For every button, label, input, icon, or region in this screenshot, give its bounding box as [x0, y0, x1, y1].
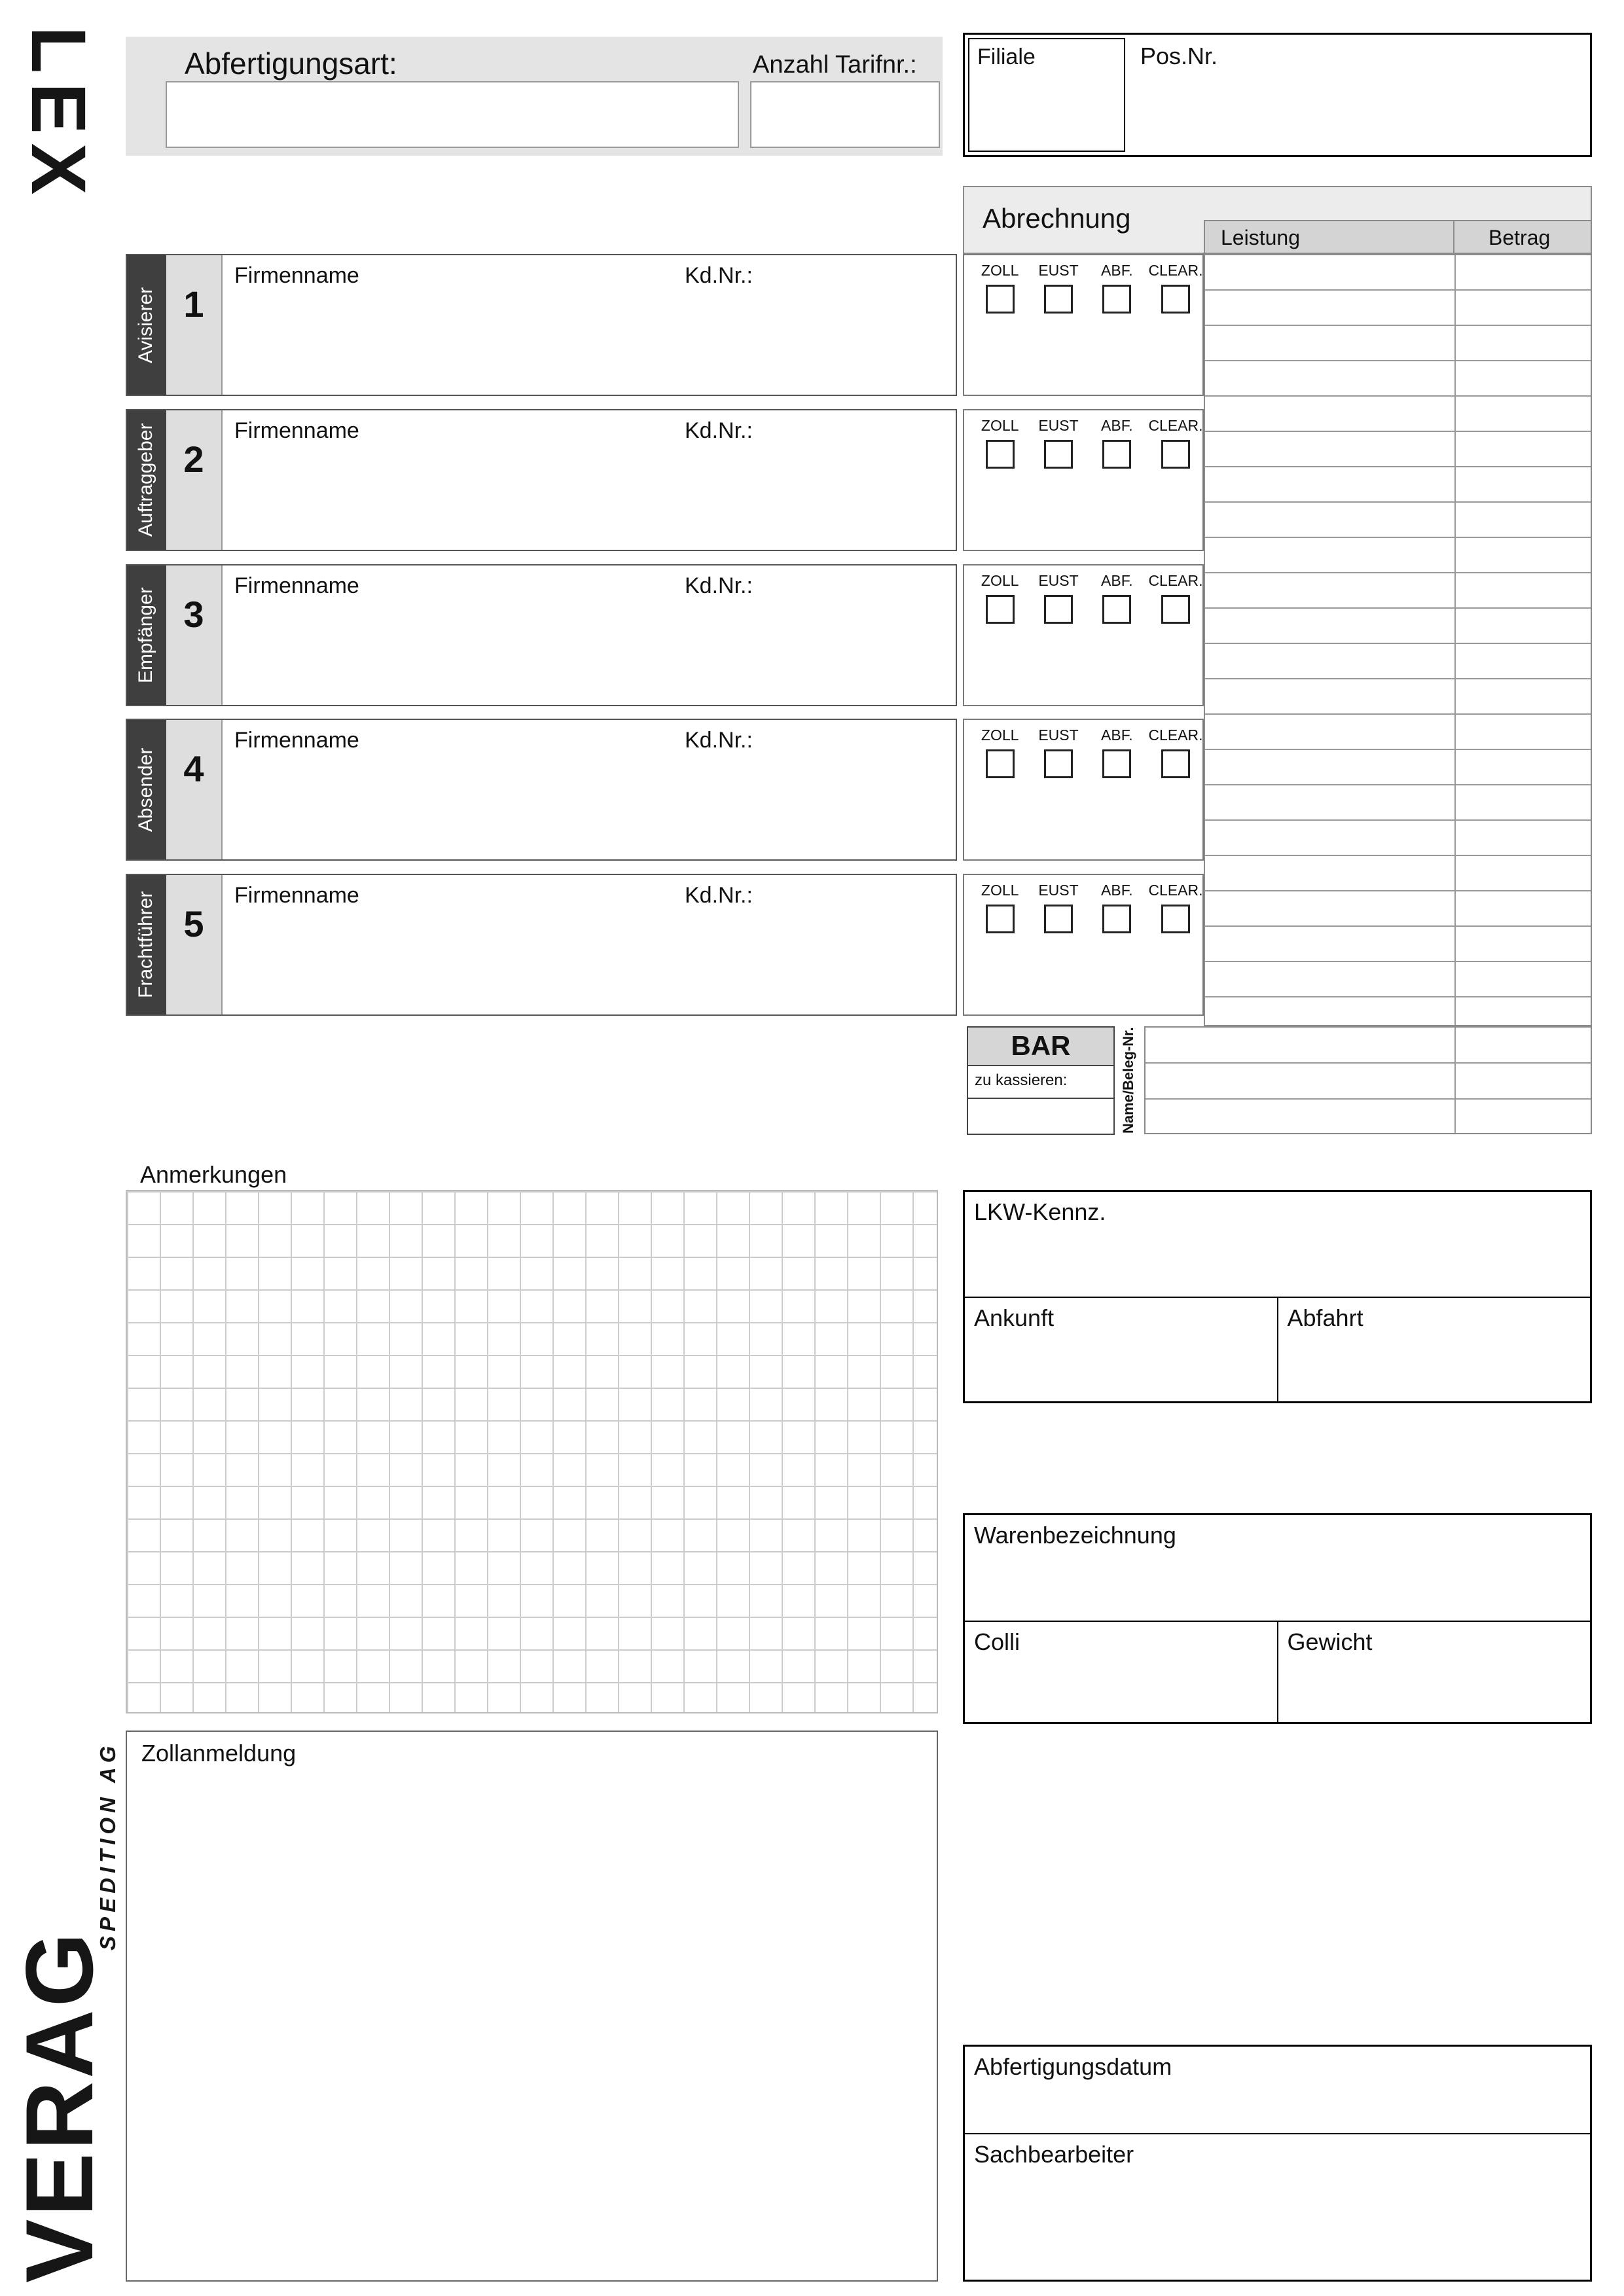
- kdnr-label: Kd.Nr.:: [685, 573, 753, 598]
- party-number: 2: [166, 410, 223, 550]
- ankunft-label: Ankunft: [974, 1304, 1055, 1331]
- bar-amount-field[interactable]: [967, 1098, 1115, 1135]
- abfertigungsart-label: Abfertigungsart:: [185, 46, 397, 81]
- leistung-betrag-divider: [1454, 255, 1456, 1025]
- party-company-field[interactable]: [223, 720, 956, 859]
- colli-label: Colli: [974, 1628, 1020, 1655]
- leistung-column-header: Leistung: [1204, 220, 1454, 254]
- zoll-label: ZOLL: [981, 572, 1019, 589]
- clear-label: CLEAR.: [1148, 726, 1203, 744]
- ankunft-field[interactable]: [965, 1298, 1277, 1401]
- party-section-absender: [126, 719, 957, 861]
- anmerkungen-label: Anmerkungen: [140, 1161, 287, 1188]
- abfertigungsart-field[interactable]: [166, 81, 739, 148]
- abrechnung-checkboxes-5: [963, 874, 1204, 1016]
- kdnr-label: Kd.Nr.:: [685, 263, 753, 288]
- kdnr-label: Kd.Nr.:: [685, 418, 753, 443]
- abfahrt-label: Abfahrt: [1287, 1304, 1363, 1331]
- brand-verag-logo: VERAG: [6, 1929, 113, 2283]
- eust-checkbox[interactable]: [1044, 285, 1073, 314]
- anmerkungen-grid-field[interactable]: [126, 1190, 938, 1713]
- zoll-checkbox[interactable]: [986, 440, 1015, 469]
- zoll-label: ZOLL: [981, 262, 1019, 279]
- warenbezeichnung-box: [963, 1513, 1592, 1724]
- party-section-avisierer: [126, 254, 957, 396]
- party-role-label: Empfänger: [127, 565, 166, 705]
- filiale-posnr-box: [963, 33, 1592, 157]
- gewicht-label: Gewicht: [1287, 1628, 1373, 1655]
- party-role-label: Auftraggeber: [127, 410, 166, 550]
- zollanmeldung-field[interactable]: [126, 1731, 938, 2282]
- abf-label: ABF.: [1101, 417, 1133, 434]
- abf-label: ABF.: [1101, 726, 1133, 744]
- party-number: 1: [166, 255, 223, 395]
- abf-checkbox[interactable]: [1102, 905, 1131, 933]
- abrechnung-checkboxes-2: [963, 409, 1204, 551]
- zoll-label: ZOLL: [981, 417, 1019, 434]
- party-number: 5: [166, 875, 223, 1014]
- zu-kassieren-label: zu kassieren:: [975, 1071, 1068, 1089]
- party-section-empfaenger: [126, 564, 957, 706]
- brand-spedition-ag-label: SPEDITION AG: [96, 1741, 120, 1950]
- abrechnung-table[interactable]: [1204, 254, 1592, 1026]
- party-company-field[interactable]: [223, 875, 956, 1014]
- abf-checkbox[interactable]: [1102, 749, 1131, 778]
- zoll-checkbox[interactable]: [986, 749, 1015, 778]
- betrag-column-header: Betrag: [1453, 220, 1592, 254]
- party-number: 3: [166, 565, 223, 705]
- zoll-checkbox[interactable]: [986, 595, 1015, 624]
- zollanmeldung-label: Zollanmeldung: [141, 1740, 297, 1767]
- clear-label: CLEAR.: [1148, 417, 1203, 434]
- abf-label: ABF.: [1101, 262, 1133, 279]
- abfahrt-field[interactable]: [1277, 1298, 1591, 1401]
- eust-label: EUST: [1038, 726, 1079, 744]
- firmenname-label: Firmenname: [234, 883, 359, 908]
- clear-checkbox[interactable]: [1161, 749, 1190, 778]
- abf-checkbox[interactable]: [1102, 285, 1131, 314]
- eust-checkbox[interactable]: [1044, 749, 1073, 778]
- pos-nr-label: Pos.Nr.: [1140, 43, 1218, 69]
- party-section-frachtfuehrer: [126, 874, 957, 1016]
- bar-betrag-divider: [1454, 1028, 1456, 1133]
- party-role-label: Absender: [127, 720, 166, 859]
- party-company-field[interactable]: [223, 565, 956, 705]
- abf-checkbox[interactable]: [1102, 595, 1131, 624]
- abfertigungsdatum-label: Abfertigungsdatum: [974, 2053, 1172, 2080]
- sachbearbeiter-label: Sachbearbeiter: [974, 2141, 1134, 2168]
- colli-field[interactable]: [965, 1622, 1277, 1722]
- clear-checkbox[interactable]: [1161, 595, 1190, 624]
- zu-kassieren-field[interactable]: [967, 1065, 1115, 1099]
- firmenname-label: Firmenname: [234, 728, 359, 753]
- bar-header: BAR: [967, 1026, 1115, 1066]
- eust-label: EUST: [1038, 572, 1079, 589]
- lkw-box: [963, 1190, 1592, 1403]
- abrechnung-title: Abrechnung: [983, 203, 1131, 234]
- kdnr-label: Kd.Nr.:: [685, 883, 753, 908]
- abfertigungsdatum-field[interactable]: [965, 2047, 1590, 2134]
- clear-checkbox[interactable]: [1161, 905, 1190, 933]
- firmenname-label: Firmenname: [234, 263, 359, 288]
- warenbezeichnung-label: Warenbezeichnung: [974, 1522, 1176, 1549]
- kdnr-label: Kd.Nr.:: [685, 728, 753, 753]
- firmenname-label: Firmenname: [234, 418, 359, 443]
- party-number: 4: [166, 720, 223, 859]
- eust-checkbox[interactable]: [1044, 905, 1073, 933]
- abf-label: ABF.: [1101, 572, 1133, 589]
- party-company-field[interactable]: [223, 255, 956, 395]
- lkw-kennz-field[interactable]: [965, 1192, 1590, 1298]
- clear-checkbox[interactable]: [1161, 440, 1190, 469]
- firmenname-label: Firmenname: [234, 573, 359, 598]
- zoll-checkbox[interactable]: [986, 905, 1015, 933]
- clear-label: CLEAR.: [1148, 262, 1203, 279]
- eust-label: EUST: [1038, 882, 1079, 899]
- bar-table[interactable]: [1144, 1026, 1592, 1134]
- abrechnung-checkboxes-3: [963, 564, 1204, 706]
- filiale-field[interactable]: [968, 38, 1125, 152]
- eust-label: EUST: [1038, 417, 1079, 434]
- lkw-kennz-label: LKW-Kennz.: [974, 1198, 1106, 1225]
- party-company-field[interactable]: [223, 410, 956, 550]
- party-role-label: Frachtführer: [127, 875, 166, 1014]
- zoll-label: ZOLL: [981, 726, 1019, 744]
- party-section-auftraggeber: [126, 409, 957, 551]
- eust-label: EUST: [1038, 262, 1079, 279]
- anzahl-tarifnr-label: Anzahl Tarifnr.:: [753, 51, 917, 79]
- abfertigung-box: [963, 2045, 1592, 2282]
- anzahl-tarifnr-field[interactable]: [750, 81, 940, 148]
- sachbearbeiter-field[interactable]: [965, 2134, 1590, 2280]
- abf-label: ABF.: [1101, 882, 1133, 899]
- clear-label: CLEAR.: [1148, 572, 1203, 589]
- warenbezeichnung-field[interactable]: [965, 1515, 1590, 1622]
- party-role-label: Avisierer: [127, 255, 166, 395]
- eust-checkbox[interactable]: [1044, 595, 1073, 624]
- clear-label: CLEAR.: [1148, 882, 1203, 899]
- zoll-label: ZOLL: [981, 882, 1019, 899]
- clear-checkbox[interactable]: [1161, 285, 1190, 314]
- brand-lex-logo: LEX: [15, 26, 101, 204]
- name-beleg-nr-label: Name/Beleg-Nr.: [1120, 1027, 1136, 1134]
- gewicht-field[interactable]: [1277, 1622, 1591, 1722]
- abrechnung-checkboxes-1: [963, 254, 1204, 396]
- eust-checkbox[interactable]: [1044, 440, 1073, 469]
- zoll-checkbox[interactable]: [986, 285, 1015, 314]
- abf-checkbox[interactable]: [1102, 440, 1131, 469]
- filiale-label: Filiale: [977, 45, 1036, 69]
- abrechnung-checkboxes-4: [963, 719, 1204, 861]
